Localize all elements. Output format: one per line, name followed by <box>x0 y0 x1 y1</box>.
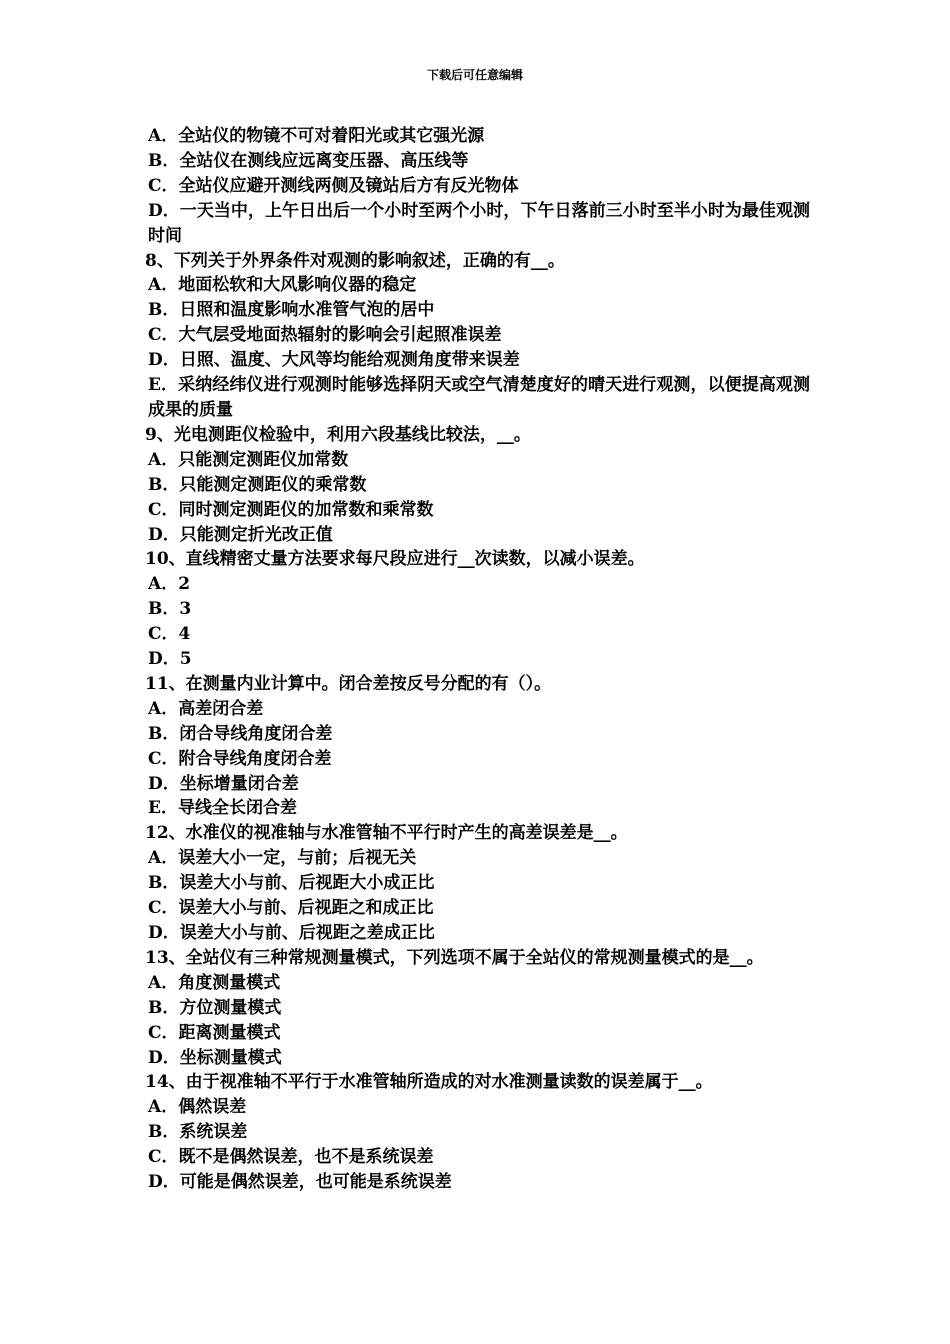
answer-option: D．可能是偶然误差，也可能是系统误差 <box>148 1172 452 1193</box>
answer-option: C．误差大小与前、后视距之和成正比 <box>148 898 434 919</box>
answer-option: E．采纳经纬仪进行观测时能够选择阴天或空气清楚度好的晴天进行观测，以便提高观测成果的质量 <box>148 375 810 420</box>
answer-option: B．日照和温度影响水准管气泡的居中 <box>148 300 435 321</box>
answer-option: D．坐标增量闭合差 <box>148 773 299 794</box>
answer-option: C．大气层受地面热辐射的影响会引起照准误差 <box>148 325 502 346</box>
page-header: 下载后可任意编辑 <box>426 68 523 82</box>
answer-option: A．误差大小一定，与前；后视无关 <box>148 848 417 869</box>
answer-option: A．2 <box>148 574 191 595</box>
document-body <box>145 124 810 1195</box>
answer-option: B．只能测定测距仪的乘常数 <box>148 474 367 495</box>
question-text: 13、全站仪有三种常规测量模式，下列选项不属于全站仪的常规测量模式的是__。 <box>145 947 764 968</box>
answer-option: E．导线全长闭合差 <box>148 798 297 819</box>
answer-option: C．附合导线角度闭合差 <box>148 748 332 769</box>
answer-option: A．只能测定测距仪加常数 <box>148 449 349 470</box>
answer-option: B．全站仪在测线应远离变压器、高压线等 <box>148 150 469 171</box>
answer-option: A．角度测量模式 <box>148 972 281 993</box>
answer-option: A．全站仪的物镜不可对着阳光或其它强光源 <box>148 126 485 146</box>
answer-option: A．偶然误差 <box>148 1097 247 1118</box>
answer-option: A．高差闭合差 <box>148 698 264 719</box>
answer-option: D．一天当中，上午日出后一个小时至两个小时，下午日落前三小时至半小时为最佳观测时间 <box>148 200 810 246</box>
answer-option: A．地面松软和大风影响仪器的稳定 <box>148 275 417 296</box>
answer-option: D．误差大小与前、后视距之差成正比 <box>148 923 435 943</box>
answer-option: D．坐标测量模式 <box>148 1047 282 1068</box>
answer-option: C．4 <box>148 624 191 645</box>
answer-option: D．只能测定折光改正值 <box>148 524 333 545</box>
answer-option: B．闭合导线角度闭合差 <box>148 723 333 744</box>
answer-option: B．3 <box>148 599 192 620</box>
answer-option: B．误差大小与前、后视距大小成正比 <box>148 873 435 894</box>
question-text: 14、由于视准轴不平行于水准管轴所造成的对水准测量读数的误差属于__。 <box>145 1072 713 1093</box>
answer-option: C．既不是偶然误差，也不是系统误差 <box>148 1147 434 1168</box>
answer-option: D．日照、温度、大风等均能给观测角度带来误差 <box>148 350 520 371</box>
answer-option: C．全站仪应避开测线两侧及镜站后方有反光物体 <box>148 175 519 196</box>
question-text: 8、下列关于外界条件对观测的影响叙述，正确的有__。 <box>145 250 565 271</box>
answer-option: B．系统误差 <box>148 1122 248 1143</box>
answer-option: D．5 <box>148 649 192 670</box>
question-text: 9、光电测距仪检验中，利用六段基线比较法，__。 <box>145 424 531 445</box>
question-text: 10、直线精密丈量方法要求每尺段应进行__次读数，以减小误差。 <box>145 549 645 570</box>
question-text: 11、在测量内业计算中。闭合差按反号分配的有（）。 <box>145 673 552 694</box>
answer-option: C．距离测量模式 <box>148 1022 281 1043</box>
answer-option: C．同时测定测距仪的加常数和乘常数 <box>148 499 434 520</box>
answer-option: B．方位测量模式 <box>148 997 282 1018</box>
question-text: 12、水准仪的视准轴与水准管轴不平行时产生的高差误差是__。 <box>145 823 628 844</box>
